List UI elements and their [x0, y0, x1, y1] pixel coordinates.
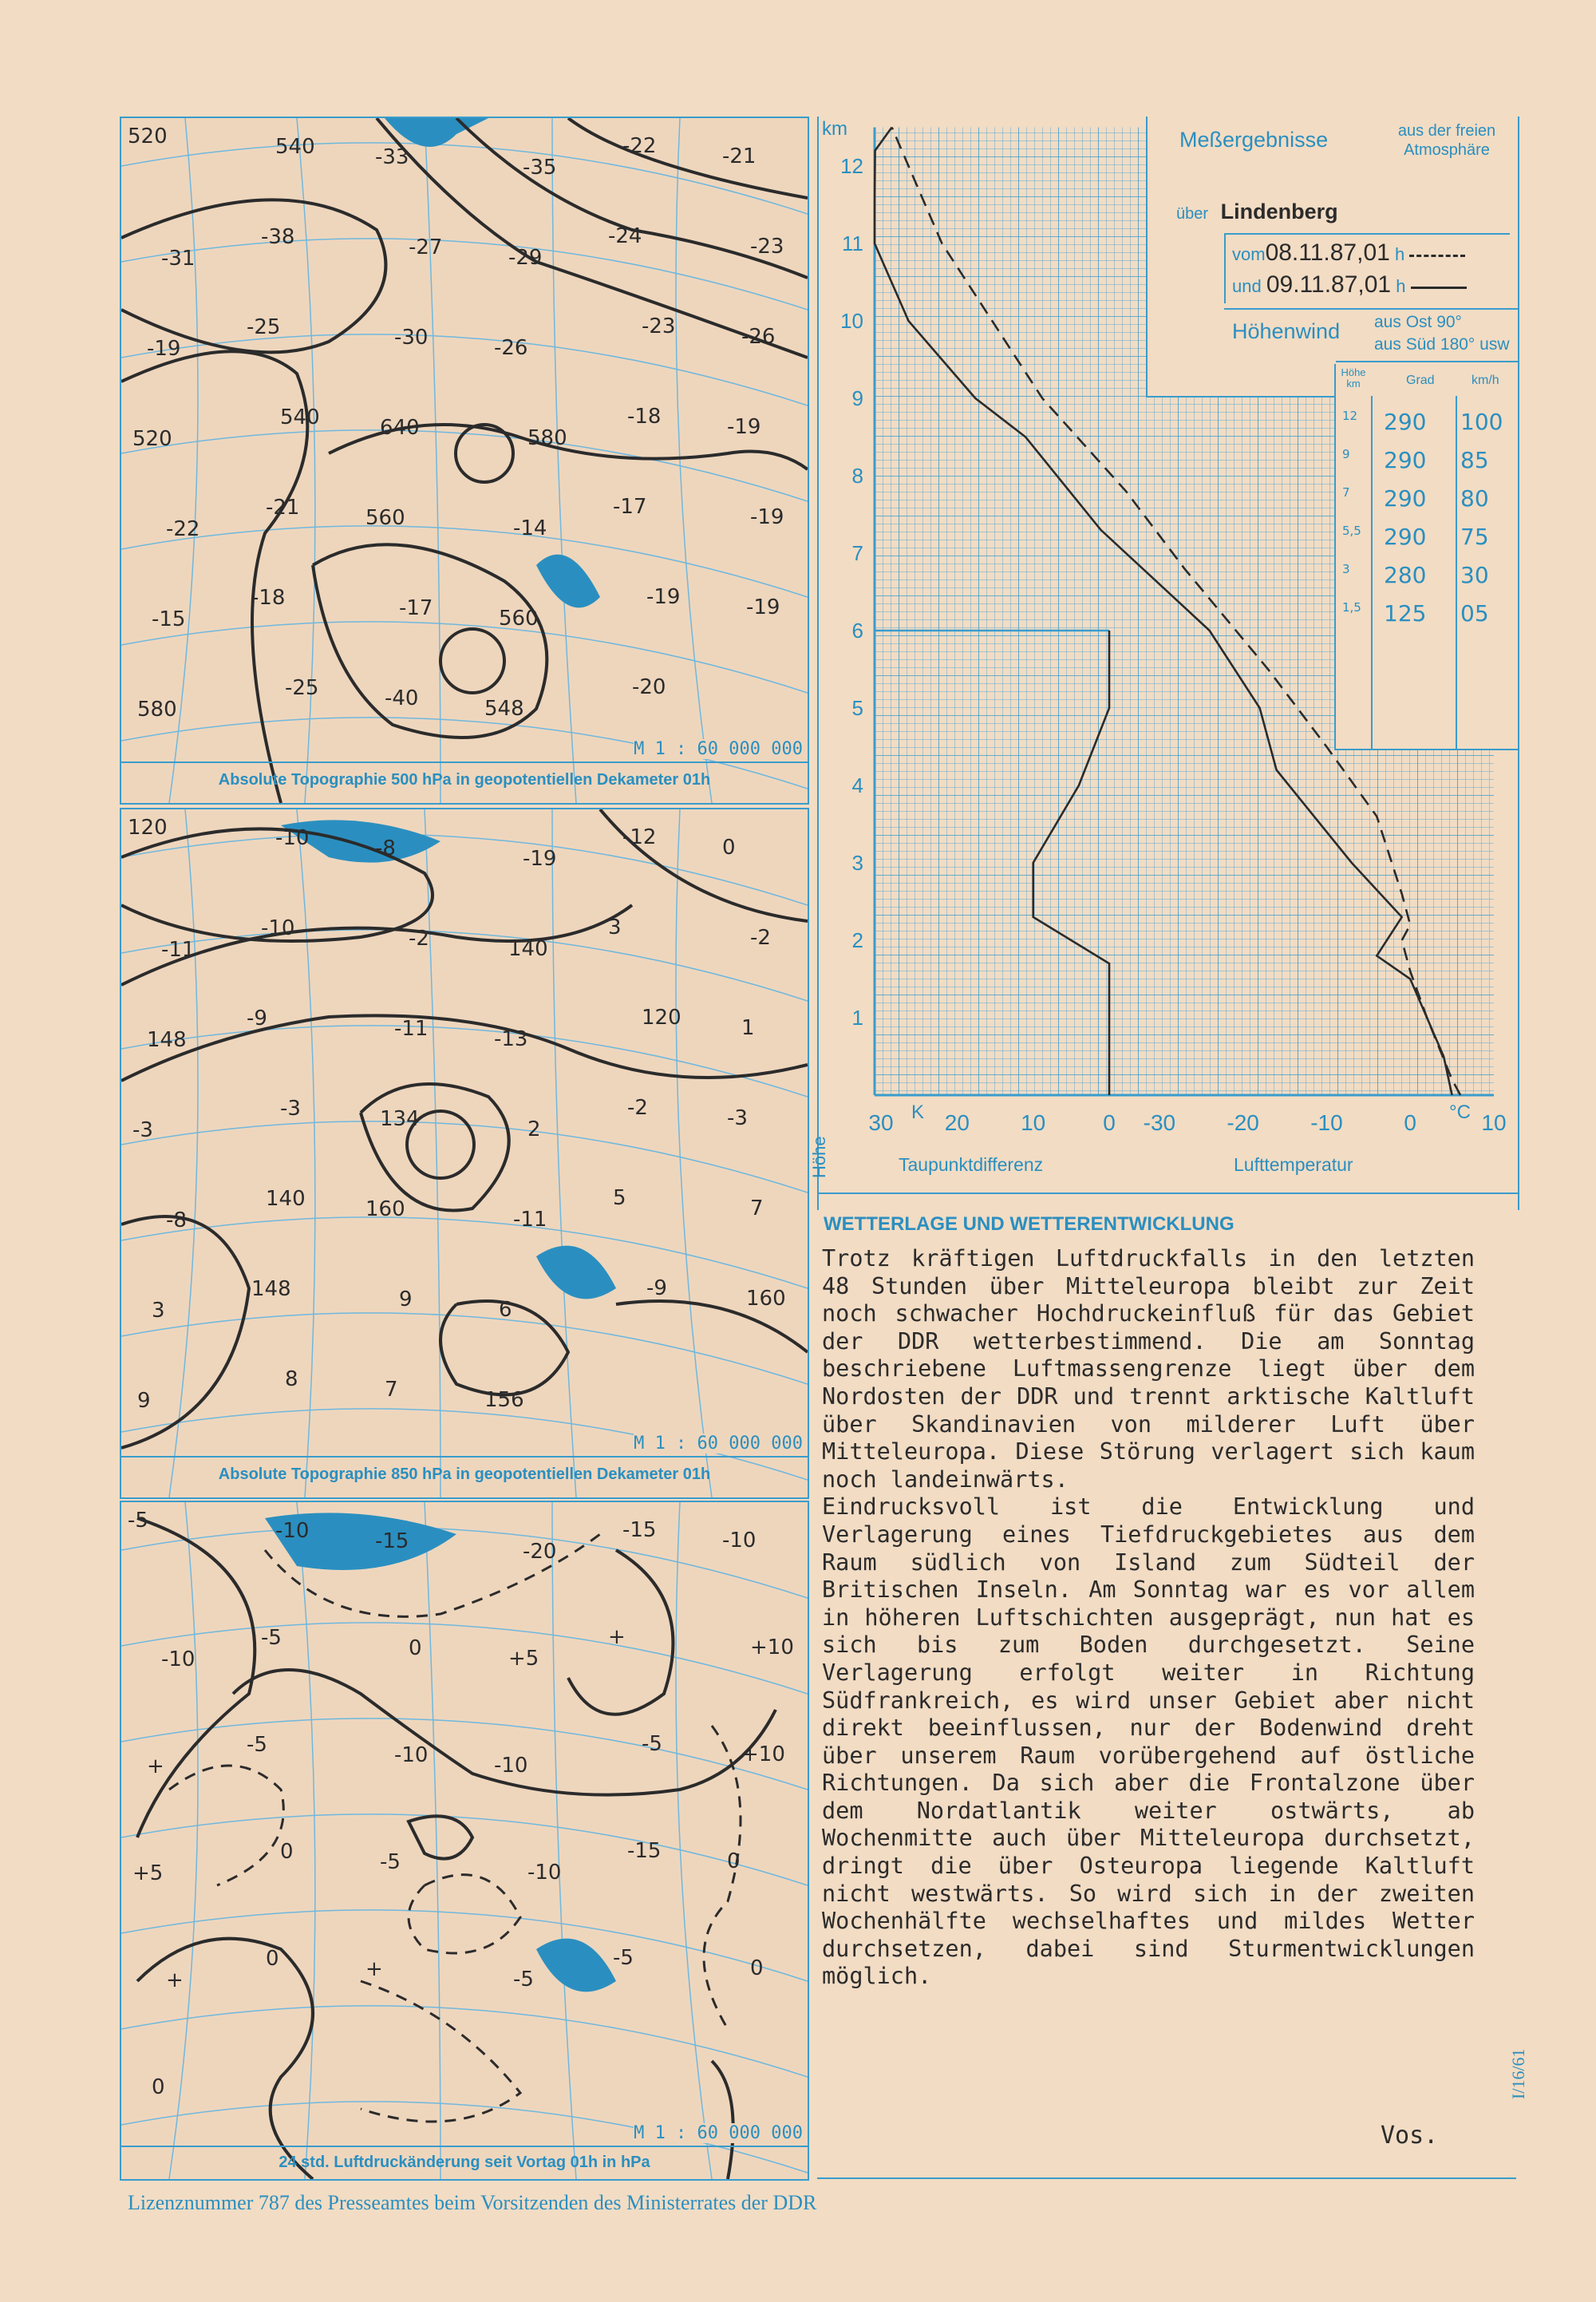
isoline-label: -21	[266, 496, 300, 520]
wind-row-height: 9	[1342, 447, 1350, 461]
isoline-label: -31	[161, 247, 196, 271]
isoline-label: 0	[409, 1636, 422, 1660]
isoline-label: -8	[375, 837, 396, 860]
signature: Vos.	[1381, 2122, 1439, 2150]
isoline-label: -9	[247, 1007, 267, 1030]
wind-row-degree: 290	[1384, 485, 1427, 512]
solid-legend	[1411, 287, 1467, 289]
isoline-label: +	[147, 1754, 164, 1778]
map-pressure-change-scale: M 1 : 60 000 000	[634, 2123, 803, 2143]
map-500hpa-caption: Absolute Topographie 500 hPa in geopotentiellen Dekameter 01h	[218, 771, 711, 789]
sounding-subtitle: aus der freien Atmosphäre	[1397, 122, 1496, 159]
isoline-label: 0	[266, 1947, 279, 1971]
xlabel-temp: Lufttemperatur	[1234, 1154, 1353, 1175]
isoline-label: -19	[750, 505, 784, 529]
isoline-label: -23	[642, 314, 676, 338]
isoline-label: -10	[275, 826, 310, 850]
isoline-label: 2	[527, 1117, 541, 1141]
isoline-label: 520	[128, 125, 168, 148]
isoline-label: -38	[261, 225, 295, 249]
map-pressure-change-caption: 24 std. Luftdruckänderung seit Vortag 01h in hPa	[279, 2154, 650, 2171]
isoline-label: -19	[646, 585, 681, 609]
isoline-label: -15	[375, 1529, 409, 1553]
isoline-label: -5	[128, 1509, 148, 1533]
isoline-label: -5	[247, 1733, 267, 1757]
map-850hpa-scale: M 1 : 60 000 000	[634, 1434, 803, 1454]
isoline-label: 148	[251, 1277, 291, 1301]
map-500hpa	[120, 117, 809, 805]
isoline-label: -35	[523, 156, 557, 180]
map-850hpa	[120, 808, 809, 1499]
y-tick-label: 9	[851, 386, 863, 410]
wind-row-degree: 280	[1384, 562, 1427, 588]
isoline-label: +5	[508, 1647, 539, 1671]
date1-suffix: h	[1394, 244, 1405, 264]
isoline-label: -17	[613, 495, 647, 519]
y-tick-label: 2	[851, 928, 863, 952]
footer-license: Lizenznummer 787 des Presseamtes beim Vorsitzenden des Ministerrates der DDR	[128, 2191, 817, 2214]
isoline-label: -20	[632, 675, 666, 699]
isoline-label: -5	[380, 1850, 401, 1874]
y-tick-label: 6	[851, 619, 863, 643]
isoline-label: 3	[152, 1299, 165, 1323]
isoline-label: 5	[613, 1186, 626, 1210]
wind-row-degree: 290	[1384, 409, 1427, 435]
station-prefix: über	[1176, 205, 1209, 223]
isoline-label: -11	[161, 938, 196, 962]
wind-row-speed: 85	[1460, 447, 1489, 473]
isoline-label: -18	[627, 405, 662, 429]
isoline-label: 148	[147, 1028, 187, 1052]
wind-row-height: 5,5	[1342, 524, 1361, 538]
isoline-label: -15	[152, 607, 186, 631]
sounding-header	[1146, 117, 1518, 398]
isoline-label: -19	[523, 847, 557, 871]
isoline-label: 120	[642, 1006, 681, 1030]
isoline-label: -27	[409, 235, 443, 259]
isoline-label: 156	[484, 1388, 524, 1412]
isoline-label: -10	[527, 1861, 562, 1885]
isoline-label: -22	[622, 134, 657, 158]
isoline-label: 160	[746, 1287, 786, 1311]
isoline-label: +	[608, 1625, 626, 1649]
isoline-label: -17	[399, 596, 433, 620]
isoline-label: -14	[513, 516, 547, 540]
isoline-label: +10	[741, 1742, 785, 1766]
isoline-label: +10	[750, 1636, 794, 1659]
isoline-label: 0	[152, 2075, 165, 2099]
dew-tick-label: 20	[944, 1110, 970, 1135]
wind-dir1: aus Ost 90°	[1374, 313, 1462, 331]
wind-row-speed: 30	[1460, 562, 1489, 588]
isoline-label: -30	[394, 326, 429, 350]
temp-tick-label: -10	[1310, 1110, 1343, 1135]
isoline-label: -18	[251, 586, 286, 610]
isoline-label: 1	[741, 1016, 755, 1040]
date2: 09.11.87,01	[1266, 271, 1392, 298]
isoline-label: 560	[499, 607, 539, 631]
y-tick-label: 3	[851, 851, 863, 875]
wind-row-height: 7	[1342, 485, 1350, 500]
y-tick-label: 7	[851, 541, 863, 565]
isoline-label: -10	[261, 916, 295, 940]
wind-table	[1334, 364, 1518, 750]
wind-title: Höhenwind	[1232, 319, 1341, 343]
isoline-label: 140	[508, 937, 548, 961]
isoline-label: -3	[280, 1097, 301, 1121]
date2-suffix: h	[1396, 276, 1406, 296]
article-heading: WETTERLAGE UND WETTERENTWICKLUNG	[824, 1213, 1235, 1235]
isoline-label: 7	[385, 1378, 398, 1402]
map-850hpa-drawing	[121, 809, 808, 1497]
isoline-label: -2	[409, 927, 429, 951]
isoline-label: -10	[275, 1519, 310, 1543]
article-paragraph-1: Trotz kräftigen Luftdruckfalls in den letzten 48 Stunden über Mitteleuropa bleibt zur Zeit noch schwacher Hochdruckeinfluß für das Gebiet der DDR wetterbestimmend. Die am Sonntag beschriebene Luftmassengrenze liegt über dem Nordosten der DDR und trennt arktische Kaltluft über Skandinavien von milderer Luft über Mitteleuropa. Diese Störung verlagert sich kaum noch landeinwärts.	[822, 1245, 1475, 1493]
isoline-label: 160	[365, 1197, 405, 1221]
isoline-label: -5	[513, 1968, 534, 1992]
wind-row-degree: 290	[1384, 524, 1427, 550]
date1: 08.11.87,01	[1265, 239, 1390, 266]
y-tick-label: 10	[840, 309, 863, 333]
isoline-label: -15	[622, 1518, 657, 1542]
article-body	[822, 1245, 1475, 1991]
isoline-label: 9	[137, 1389, 151, 1413]
isoline-label: -2	[627, 1096, 648, 1120]
isoline-label: -5	[261, 1626, 282, 1650]
isoline-label: -19	[727, 415, 761, 439]
y-tick-label: 11	[842, 231, 863, 255]
isoline-label: 9	[399, 1287, 413, 1311]
isoline-label: 0	[727, 1849, 741, 1873]
isoline-label: -25	[285, 676, 319, 700]
isoline-label: -19	[746, 595, 780, 619]
wind-row-degree: 290	[1384, 447, 1427, 473]
map-500hpa-drawing	[121, 118, 808, 803]
sounding-title: Meßergebnisse	[1179, 128, 1329, 152]
isoline-label: 0	[722, 836, 736, 860]
wind-dir2: aus Süd 180° usw	[1374, 335, 1510, 354]
isoline-label: 6	[499, 1298, 512, 1322]
isoline-label: +	[365, 1957, 383, 1981]
and-label: und	[1232, 276, 1262, 296]
isoline-label: +	[166, 1968, 184, 1992]
map-pressure-change	[120, 1501, 809, 2181]
isoline-label: -13	[494, 1027, 528, 1051]
isoline-label: -21	[722, 144, 757, 168]
isoline-label: -10	[394, 1743, 429, 1767]
wind-col-deg: Grad	[1406, 374, 1435, 387]
isoline-label: -15	[627, 1839, 662, 1863]
isoline-label: 7	[750, 1196, 764, 1220]
isoline-label: -29	[508, 246, 543, 270]
wind-col-speed: km/h	[1472, 374, 1499, 387]
from-label: vom	[1232, 244, 1266, 264]
isoline-label: -10	[722, 1529, 757, 1552]
isoline-label: -25	[247, 315, 281, 339]
isoline-label: 120	[128, 816, 168, 840]
isoline-label: 3	[608, 916, 622, 939]
map-pressure-change-drawing	[121, 1502, 808, 2179]
isoline-label: 580	[527, 426, 567, 450]
isoline-label: 560	[365, 506, 405, 530]
map-850hpa-caption: Absolute Topographie 850 hPa in geopotentiellen Dekameter 01h	[218, 1465, 711, 1483]
isoline-label: 8	[285, 1367, 298, 1391]
isoline-label: -11	[394, 1017, 429, 1041]
isoline-label: 540	[280, 405, 320, 429]
y-tick-label: 1	[851, 1006, 863, 1030]
station-name: Lindenberg	[1220, 200, 1338, 223]
isoline-label: -22	[166, 517, 200, 541]
isoline-label: -10	[494, 1754, 528, 1778]
side-code: I/16/61	[1508, 2048, 1528, 2099]
dew-tick-label: 10	[1021, 1110, 1046, 1135]
isoline-label: -26	[741, 325, 776, 349]
isoline-label: +5	[132, 1861, 164, 1885]
isoline-label: -26	[494, 336, 528, 360]
y-unit: km	[822, 118, 847, 140]
isoline-label: -5	[613, 1946, 634, 1970]
isoline-label: 640	[380, 416, 420, 440]
isoline-label: -2	[750, 926, 771, 950]
isoline-label: 134	[380, 1107, 420, 1131]
isoline-label: -3	[727, 1106, 748, 1130]
isoline-label: -3	[132, 1118, 153, 1142]
wind-row-speed: 80	[1460, 485, 1489, 512]
wind-row-speed: 05	[1460, 600, 1489, 627]
isoline-label: 540	[275, 135, 315, 159]
y-tick-label: 4	[851, 773, 863, 797]
y-tick-label: 8	[851, 464, 863, 488]
dew-unit: K	[911, 1102, 925, 1123]
isoline-label: -19	[147, 337, 181, 361]
isoline-label: 140	[266, 1187, 306, 1211]
isoline-label: -8	[166, 1208, 187, 1232]
isoline-label: -33	[375, 145, 409, 169]
y-tick-label: 5	[851, 696, 863, 720]
isoline-label: -5	[642, 1732, 662, 1756]
isoline-label: 548	[484, 697, 524, 721]
wind-row-height: 3	[1342, 562, 1350, 576]
wind-row-height: 12	[1342, 409, 1358, 423]
map-500hpa-scale: M 1 : 60 000 000	[634, 739, 803, 759]
isoline-label: -10	[161, 1647, 196, 1671]
isoline-label: -12	[622, 825, 657, 849]
wind-row-speed: 75	[1460, 524, 1489, 550]
temp-tick-label: -20	[1227, 1110, 1259, 1135]
dashed-legend	[1409, 255, 1465, 257]
isoline-label: 0	[750, 1956, 764, 1980]
wind-row-speed: 100	[1460, 409, 1503, 435]
article-paragraph-2: Eindrucksvoll ist die Entwicklung und Verlagerung eines Tiefdruckgebietes aus dem Raum südlich von Island zum Südteil der Britischen Inseln. Am Sonntag war es vor allem in höheren Luftschichten ausgeprägt, nun hat es sich bis zum Boden durchgesetzt. Seine Verlagerung erfolgt weiter in Richtung Südfrankreich, es wird unser Gebiet aber nicht direkt beeinflussen, nur der Bodenwind dreht über unserem Raum vorübergehend auf östliche Richtungen. Da sich aber die Frontalzone über dem Nordatlantik weiter ostwärts, ab Wochenmitte auch über Mitteleuropa durchsetzt, dringt die über Osteuropa liegende Kaltluft nicht westwärts. So wird sich in der zweiten Wochenhälfte wechselhaftes und mildes Wetter durchsetzen, dabei sind Sturmentwicklungen möglich.	[822, 1493, 1475, 1990]
y-tick-label: 12	[840, 154, 863, 178]
wind-row-height: 1,5	[1342, 600, 1361, 615]
temp-unit: °C	[1449, 1102, 1471, 1123]
isoline-label: -11	[513, 1208, 547, 1232]
isoline-label: -23	[750, 235, 784, 259]
temp-tick-label: 10	[1481, 1110, 1507, 1135]
isoline-label: -20	[523, 1540, 557, 1564]
wind-col-height: Höhe km	[1341, 366, 1366, 390]
xlabel-dew: Taupunktdifferenz	[899, 1154, 1044, 1175]
isoline-label: 0	[280, 1840, 294, 1864]
sounding-panel	[809, 117, 1519, 1210]
isoline-label: 520	[132, 427, 172, 451]
wind-row-degree: 125	[1384, 600, 1427, 627]
isoline-label: -9	[646, 1276, 667, 1300]
isoline-label: -40	[385, 686, 419, 710]
isoline-label: 580	[137, 698, 177, 722]
y-axis-label: Höhe	[809, 1136, 829, 1178]
dew-tick-label: 30	[868, 1110, 894, 1135]
temp-tick-label: 0	[1404, 1110, 1417, 1135]
isoline-label: -24	[608, 224, 642, 248]
temp-tick-label: -30	[1143, 1110, 1176, 1135]
dew-tick-label: 0	[1103, 1110, 1116, 1135]
